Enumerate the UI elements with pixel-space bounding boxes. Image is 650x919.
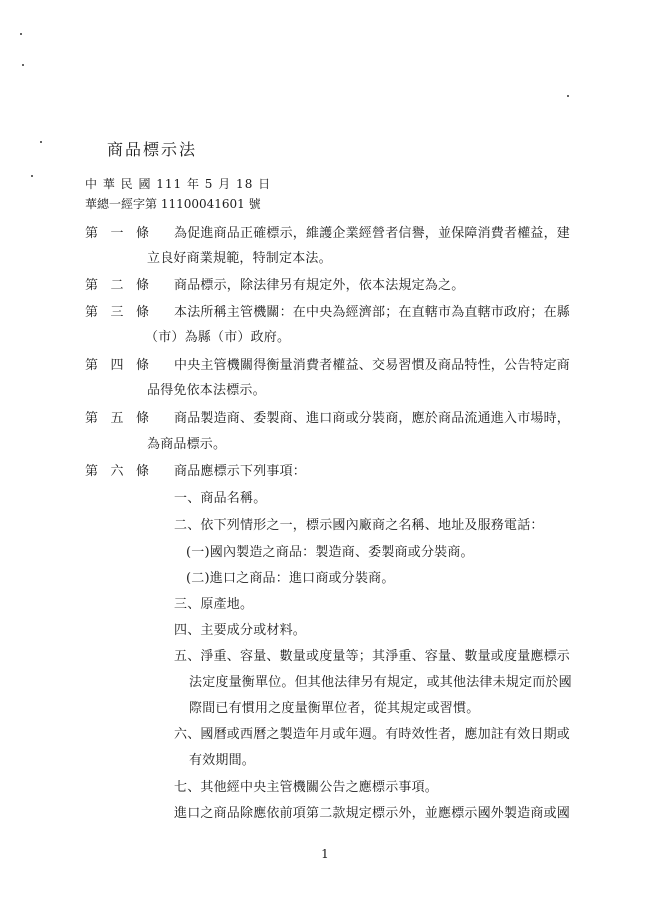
article-label-char: 第 [85,226,99,241]
article-label-char: 條 [135,411,149,426]
article-label-char: 條 [135,226,149,241]
promulgation-date: 中 華 民 國 111 年 5 月 18 日 [85,177,272,191]
article-label-char: 第 [85,278,99,293]
article-6-item: 六、國曆或西曆之製造年月或年週。有時效性者，應加註有效日期或 [174,727,571,742]
article-1-label [85,222,149,241]
article-3-line: 本法所稱主管機關：在中央為經濟部；在直轄市為直轄市政府；在縣 [174,305,571,320]
article-6-subitem: (一)國內製造之商品：製造商、委製商或分裝商。 [186,545,474,560]
article-6-item: 二、依下列情形之一，標示國內廠商之名稱、地址及服務電話： [174,518,544,533]
article-label-char: 三 [110,305,124,320]
article-5-label [85,407,149,426]
article-label-char: 五 [110,411,124,426]
scan-speck [22,64,24,66]
article-6-item: 四、主要成分或材料。 [174,623,307,638]
article-label-char: 第 [85,464,99,479]
article-4-line: 中央主管機關得衡量消費者權益、交易習慣及商品特性，公告特定商 [174,358,571,373]
article-2-line: 商品標示，除法律另有規定外，依本法規定為之。 [174,278,465,293]
article-6-item-cont: 際間已有慣用之度量衡單位者，從其規定或習慣。 [189,701,480,716]
article-label-char: 條 [135,278,149,293]
article-6-item: 一、商品名稱。 [174,491,267,506]
article-label-char: 條 [135,358,149,373]
article-6-item: 七、其他經中央主管機關公告之應標示事項。 [174,780,439,795]
article-label-char: 一 [110,226,124,241]
article-label-char: 二 [110,278,124,293]
article-4-label [85,354,149,373]
article-label-char: 第 [85,305,99,320]
scan-speck [40,141,42,143]
article-3-label [85,301,149,320]
article-label-char: 第 [85,358,99,373]
article-4-line: 品得免依本法標示。 [147,383,266,398]
document-title: 商品標示法 [107,140,198,159]
page-number: 1 [321,847,329,861]
article-5-line: 商品製造商、委製商、進口商或分裝商，應於商品流通進入市場時， [174,411,571,426]
scan-speck [567,95,569,97]
article-6-item: 三、原產地。 [174,597,254,612]
article-5-line: 為商品標示。 [147,437,227,452]
article-1-line: 立良好商業規範，特制定本法。 [147,251,332,266]
article-6-item-cont: 有效期間。 [189,753,256,768]
article-6-paragraph-2: 進口之商品除應依前項第二款規定標示外，並應標示國外製造商或國 [174,806,571,821]
article-label-char: 六 [110,464,124,479]
article-6-line: 商品應標示下列事項： [174,464,307,479]
article-1-line: 為促進商品正確標示，維護企業經營者信譽，並保障消費者權益，建 [174,226,571,241]
article-2-label [85,274,149,293]
article-label-char: 條 [135,464,149,479]
scan-speck [20,33,22,35]
article-6-subitem: (二)進口之商品：進口商或分裝商。 [186,571,395,586]
article-label-char: 條 [135,305,149,320]
article-label-char: 四 [110,358,124,373]
scan-speck [31,175,33,177]
document-number: 華總一經字第 11100041601 號 [85,197,261,211]
article-label-char: 第 [85,411,99,426]
article-6-label [85,460,149,479]
article-6-item: 五、淨重、容量、數量或度量等；其淨重、容量、數量或度量應標示 [174,649,571,664]
article-3-line: （市）為縣（市）政府。 [145,330,291,345]
article-6-item-cont: 法定度量衡單位。但其他法律另有規定，或其他法律未規定而於國 [189,675,572,690]
